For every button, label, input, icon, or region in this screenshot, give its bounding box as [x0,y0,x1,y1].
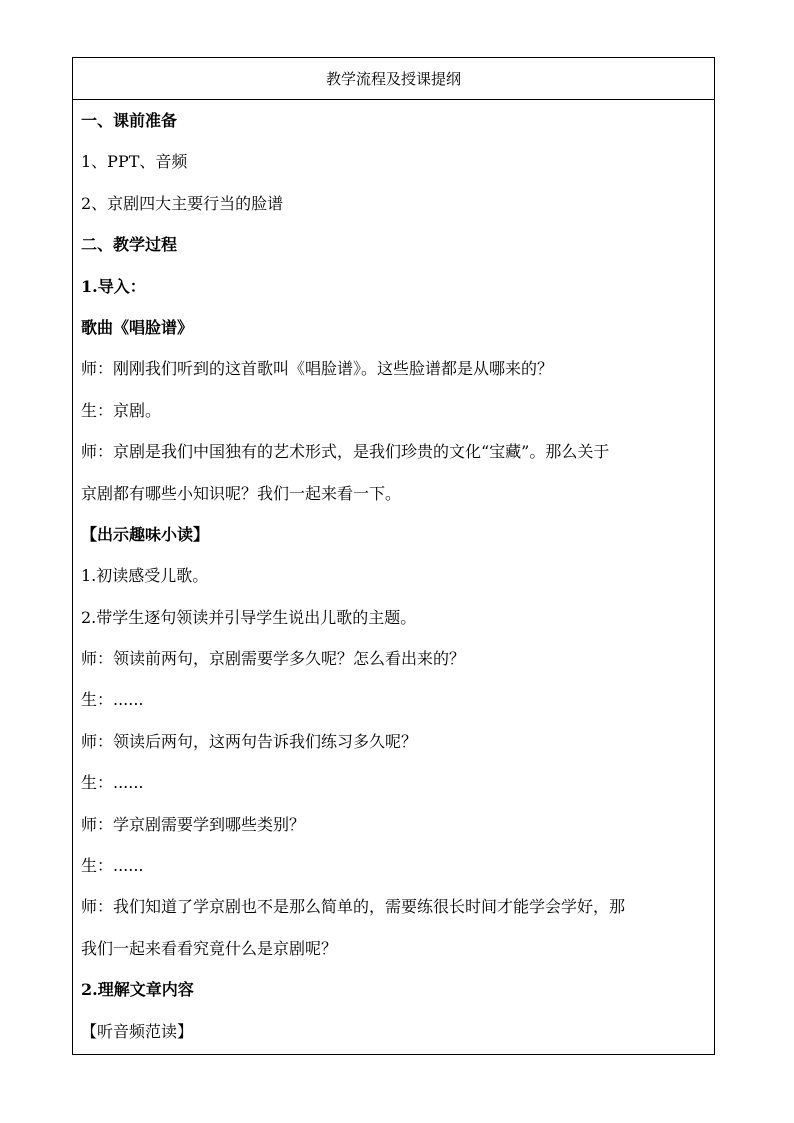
text-line: 【听音频范读】 [81,1021,194,1041]
section-heading-process: 二、教学过程 [81,235,178,255]
text-line: 1、PPT、音频 [81,152,188,172]
text-line: 师：学京剧需要学到哪些类别？ [81,814,306,834]
text-line: 生：京剧。 [81,400,162,420]
text-line: 我们一起来看看究竟什么是京剧呢？ [81,938,338,958]
text-line: 师：领读后两句，这两句告诉我们练习多久呢？ [81,731,418,751]
subheading-intro: 1.导入： [81,276,146,296]
lesson-outline-table [72,57,715,1055]
text-line: 京剧都有哪些小知识呢？我们一起来看一下。 [81,483,402,503]
text-line: 师：京剧是我们中国独有的艺术形式，是我们珍贵的文化“宝藏”。那么关于 [81,442,610,462]
text-line: 生：...... [81,773,144,793]
outline-content [81,100,711,1052]
text-line: 2、京剧四大主要行当的脸谱 [81,193,284,213]
section-heading-preparation: 一、课前准备 [81,111,178,130]
text-line: 师：刚刚我们听到的这首歌叫《唱脸谱》。这些脸谱都是从哪来的？ [81,359,554,379]
text-line: 生：...... [81,690,144,710]
text-line: 师：我们知道了学京剧也不是那么简单的，需要练很长时间才能学会学好，那 [81,897,626,917]
subheading-understanding: 2.理解文章内容 [81,980,194,1000]
text-line: 生：...... [81,856,144,876]
text-line: 师：领读前两句，京剧需要学多久呢？怎么看出来的？ [81,649,466,669]
text-line: 2.带学生逐句领读并引导学生说出儿歌的主题。 [81,607,417,627]
subheading-reading: 【出示趣味小读】 [81,524,210,544]
table-title: 教学流程及授课提纲 [73,58,714,100]
subheading-song: 歌曲《唱脸谱》 [81,317,194,337]
text-line: 1.初读感受儿歌。 [81,566,209,586]
